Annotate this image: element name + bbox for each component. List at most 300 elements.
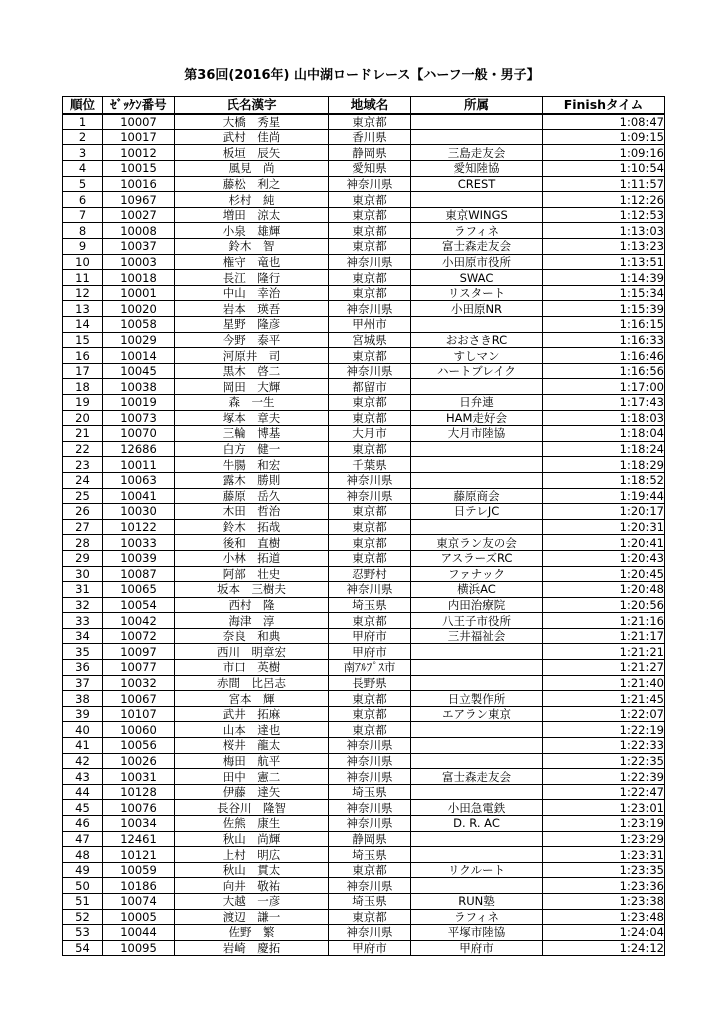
- cell-time: 1:14:39: [543, 270, 665, 286]
- results-table: [62, 96, 665, 956]
- cell-area: 埼玉県: [329, 784, 411, 800]
- cell-name: 藤原 岳久: [175, 488, 329, 504]
- cell-rank: 47: [63, 831, 103, 847]
- table-row: [63, 145, 665, 161]
- cell-name: 権守 竜也: [175, 254, 329, 270]
- cell-club: [411, 753, 543, 769]
- cell-bib: 10063: [103, 472, 175, 488]
- table-row: [63, 207, 665, 223]
- cell-club: すしマン: [411, 348, 543, 364]
- cell-time: 1:20:41: [543, 535, 665, 551]
- table-row: [63, 628, 665, 644]
- cell-rank: 6: [63, 192, 103, 208]
- cell-name: 赤間 比呂志: [175, 675, 329, 691]
- cell-area: 東京都: [329, 691, 411, 707]
- cell-area: 愛知県: [329, 161, 411, 177]
- cell-bib: 10056: [103, 738, 175, 754]
- cell-area: 東京都: [329, 239, 411, 255]
- table-row: [63, 129, 665, 145]
- cell-club: [411, 784, 543, 800]
- cell-club: アスラーズRC: [411, 550, 543, 566]
- cell-bib: 10015: [103, 161, 175, 177]
- cell-club: [411, 441, 543, 457]
- cell-name: 黒木 啓二: [175, 363, 329, 379]
- cell-club: 三井福祉会: [411, 628, 543, 644]
- table-row: [63, 909, 665, 925]
- cell-time: 1:16:46: [543, 348, 665, 364]
- cell-rank: 31: [63, 582, 103, 598]
- cell-rank: 7: [63, 207, 103, 223]
- cell-rank: 25: [63, 488, 103, 504]
- cell-area: 甲府市: [329, 644, 411, 660]
- cell-name: 向井 敬祐: [175, 878, 329, 894]
- cell-name: 長谷川 隆智: [175, 800, 329, 816]
- table-row: [63, 332, 665, 348]
- cell-time: 1:20:48: [543, 582, 665, 598]
- cell-name: 渡辺 謙一: [175, 909, 329, 925]
- cell-time: 1:21:45: [543, 691, 665, 707]
- cell-name: 武村 佳尚: [175, 129, 329, 145]
- cell-name: 大越 一彦: [175, 893, 329, 909]
- cell-club: [411, 472, 543, 488]
- cell-bib: 10005: [103, 909, 175, 925]
- cell-area: 東京都: [329, 862, 411, 878]
- cell-rank: 10: [63, 254, 103, 270]
- cell-rank: 46: [63, 816, 103, 832]
- header-time: Finishタイム: [543, 97, 665, 114]
- cell-bib: 10186: [103, 878, 175, 894]
- cell-club: エアラン東京: [411, 706, 543, 722]
- cell-time: 1:21:17: [543, 628, 665, 644]
- cell-bib: 10076: [103, 800, 175, 816]
- table-row: [63, 317, 665, 333]
- cell-time: 1:23:36: [543, 878, 665, 894]
- cell-area: 神奈川県: [329, 738, 411, 754]
- cell-name: 今野 泰平: [175, 332, 329, 348]
- cell-club: 富士森走友会: [411, 239, 543, 255]
- cell-rank: 22: [63, 441, 103, 457]
- cell-name: 三輪 博基: [175, 426, 329, 442]
- cell-time: 1:23:01: [543, 800, 665, 816]
- cell-rank: 27: [63, 519, 103, 535]
- cell-name: 桜井 龍太: [175, 738, 329, 754]
- cell-club: ハートブレイク: [411, 363, 543, 379]
- cell-rank: 54: [63, 940, 103, 956]
- cell-bib: 10019: [103, 394, 175, 410]
- cell-club: [411, 831, 543, 847]
- cell-club: 甲府市: [411, 940, 543, 956]
- table-row: [63, 394, 665, 410]
- table-row: [63, 784, 665, 800]
- cell-name: 風見 尚: [175, 161, 329, 177]
- cell-rank: 37: [63, 675, 103, 691]
- cell-time: 1:16:56: [543, 363, 665, 379]
- table-row: [63, 519, 665, 535]
- cell-rank: 20: [63, 410, 103, 426]
- cell-area: 神奈川県: [329, 769, 411, 785]
- cell-time: 1:08:47: [543, 114, 665, 130]
- cell-club: [411, 317, 543, 333]
- cell-name: 岩本 瑛吾: [175, 301, 329, 317]
- cell-club: 八王子市役所: [411, 613, 543, 629]
- cell-rank: 34: [63, 628, 103, 644]
- table-row: [63, 925, 665, 941]
- cell-name: 長江 隆行: [175, 270, 329, 286]
- table-row: [63, 582, 665, 598]
- cell-rank: 17: [63, 363, 103, 379]
- cell-name: 上村 明広: [175, 847, 329, 863]
- cell-club: ラフィネ: [411, 909, 543, 925]
- cell-club: 富士森走友会: [411, 769, 543, 785]
- cell-name: 秋山 尚輝: [175, 831, 329, 847]
- cell-time: 1:21:40: [543, 675, 665, 691]
- table-row: [63, 597, 665, 613]
- cell-club: 平塚市陸協: [411, 925, 543, 941]
- cell-area: 神奈川県: [329, 753, 411, 769]
- cell-bib: 10074: [103, 893, 175, 909]
- cell-name: 田中 憲二: [175, 769, 329, 785]
- table-row: [63, 301, 665, 317]
- cell-rank: 28: [63, 535, 103, 551]
- cell-rank: 33: [63, 613, 103, 629]
- cell-bib: 10059: [103, 862, 175, 878]
- cell-area: 千葉県: [329, 457, 411, 473]
- cell-club: [411, 878, 543, 894]
- cell-area: 宮城県: [329, 332, 411, 348]
- cell-bib: 10037: [103, 239, 175, 255]
- cell-time: 1:20:45: [543, 566, 665, 582]
- cell-area: 香川県: [329, 129, 411, 145]
- cell-rank: 26: [63, 504, 103, 520]
- cell-bib: 10077: [103, 660, 175, 676]
- cell-club: [411, 644, 543, 660]
- cell-club: [411, 379, 543, 395]
- cell-bib: 10033: [103, 535, 175, 551]
- cell-area: 東京都: [329, 270, 411, 286]
- cell-club: 大月市陸協: [411, 426, 543, 442]
- cell-area: 神奈川県: [329, 925, 411, 941]
- cell-bib: 10042: [103, 613, 175, 629]
- page-title: 第36回(2016年) 山中湖ロードレース【ハーフ一般・男子】: [184, 68, 540, 83]
- cell-time: 1:21:16: [543, 613, 665, 629]
- cell-name: 宮本 輝: [175, 691, 329, 707]
- cell-name: 市口 英樹: [175, 660, 329, 676]
- cell-area: 東京都: [329, 348, 411, 364]
- cell-bib: 10058: [103, 317, 175, 333]
- table-row: [63, 800, 665, 816]
- cell-time: 1:12:53: [543, 207, 665, 223]
- cell-time: 1:18:03: [543, 410, 665, 426]
- cell-area: 東京都: [329, 722, 411, 738]
- header-name: 氏名漢字: [175, 97, 329, 114]
- cell-name: 白方 健一: [175, 441, 329, 457]
- cell-time: 1:09:16: [543, 145, 665, 161]
- cell-time: 1:22:35: [543, 753, 665, 769]
- table-row: [63, 675, 665, 691]
- cell-area: 埼玉県: [329, 847, 411, 863]
- cell-area: 東京都: [329, 192, 411, 208]
- cell-rank: 41: [63, 738, 103, 754]
- cell-club: [411, 675, 543, 691]
- cell-bib: 10018: [103, 270, 175, 286]
- cell-area: 埼玉県: [329, 597, 411, 613]
- table-row: [63, 472, 665, 488]
- cell-time: 1:23:29: [543, 831, 665, 847]
- cell-time: 1:20:43: [543, 550, 665, 566]
- cell-name: 岩崎 慶拓: [175, 940, 329, 956]
- cell-club: RUN塾: [411, 893, 543, 909]
- cell-rank: 19: [63, 394, 103, 410]
- cell-rank: 30: [63, 566, 103, 582]
- cell-area: 大月市: [329, 426, 411, 442]
- cell-rank: 40: [63, 722, 103, 738]
- cell-name: 塚本 章夫: [175, 410, 329, 426]
- cell-name: 阿部 壮史: [175, 566, 329, 582]
- cell-name: 牛腸 和宏: [175, 457, 329, 473]
- cell-time: 1:21:27: [543, 660, 665, 676]
- cell-area: 神奈川県: [329, 800, 411, 816]
- cell-area: 甲府市: [329, 628, 411, 644]
- cell-name: 伊藤 達矢: [175, 784, 329, 800]
- cell-time: 1:10:54: [543, 161, 665, 177]
- cell-rank: 15: [63, 332, 103, 348]
- table-row: [63, 176, 665, 192]
- cell-area: 東京都: [329, 550, 411, 566]
- cell-bib: 10097: [103, 644, 175, 660]
- header-club: 所属: [411, 97, 543, 114]
- table-row: [63, 831, 665, 847]
- cell-bib: 10067: [103, 691, 175, 707]
- cell-club: [411, 519, 543, 535]
- cell-bib: 10039: [103, 550, 175, 566]
- cell-bib: 10041: [103, 488, 175, 504]
- cell-bib: 10020: [103, 301, 175, 317]
- cell-time: 1:13:03: [543, 223, 665, 239]
- cell-rank: 52: [63, 909, 103, 925]
- cell-bib: 10027: [103, 207, 175, 223]
- cell-bib: 10012: [103, 145, 175, 161]
- cell-bib: 10008: [103, 223, 175, 239]
- cell-area: 東京都: [329, 613, 411, 629]
- cell-time: 1:17:43: [543, 394, 665, 410]
- table-row: [63, 285, 665, 301]
- cell-name: 鈴木 拓哉: [175, 519, 329, 535]
- cell-area: 東京都: [329, 410, 411, 426]
- cell-time: 1:18:29: [543, 457, 665, 473]
- cell-club: 横浜AC: [411, 582, 543, 598]
- cell-name: 武井 拓麻: [175, 706, 329, 722]
- cell-name: 森 一生: [175, 394, 329, 410]
- table-row: [63, 239, 665, 255]
- cell-time: 1:21:21: [543, 644, 665, 660]
- cell-rank: 14: [63, 317, 103, 333]
- cell-club: 東京WINGS: [411, 207, 543, 223]
- cell-name: 星野 隆彦: [175, 317, 329, 333]
- cell-name: 藤松 利之: [175, 176, 329, 192]
- cell-club: D. R. AC: [411, 816, 543, 832]
- cell-bib: 10003: [103, 254, 175, 270]
- cell-rank: 53: [63, 925, 103, 941]
- cell-bib: 10030: [103, 504, 175, 520]
- cell-club: ラフィネ: [411, 223, 543, 239]
- results-body: [63, 114, 665, 956]
- cell-rank: 12: [63, 285, 103, 301]
- cell-name: 秋山 貫太: [175, 862, 329, 878]
- cell-name: 坂本 三樹夫: [175, 582, 329, 598]
- cell-rank: 4: [63, 161, 103, 177]
- header-area: 地域名: [329, 97, 411, 114]
- cell-time: 1:22:07: [543, 706, 665, 722]
- cell-bib: 12461: [103, 831, 175, 847]
- cell-area: 東京都: [329, 535, 411, 551]
- table-row: [63, 161, 665, 177]
- cell-area: 東京都: [329, 285, 411, 301]
- cell-area: 神奈川県: [329, 363, 411, 379]
- cell-area: 神奈川県: [329, 301, 411, 317]
- cell-name: 小林 拓道: [175, 550, 329, 566]
- cell-club: リクルート: [411, 862, 543, 878]
- cell-area: 神奈川県: [329, 472, 411, 488]
- cell-time: 1:11:57: [543, 176, 665, 192]
- cell-name: 板垣 辰矢: [175, 145, 329, 161]
- table-row: [63, 223, 665, 239]
- cell-time: 1:22:33: [543, 738, 665, 754]
- cell-rank: 1: [63, 114, 103, 130]
- cell-bib: 10044: [103, 925, 175, 941]
- cell-club: [411, 722, 543, 738]
- cell-bib: 10065: [103, 582, 175, 598]
- cell-club: 日立製作所: [411, 691, 543, 707]
- cell-club: CREST: [411, 176, 543, 192]
- cell-time: 1:18:52: [543, 472, 665, 488]
- table-row: [63, 691, 665, 707]
- cell-time: 1:23:48: [543, 909, 665, 925]
- cell-time: 1:24:04: [543, 925, 665, 941]
- cell-name: 佐熊 康生: [175, 816, 329, 832]
- table-row: [63, 410, 665, 426]
- cell-rank: 3: [63, 145, 103, 161]
- cell-bib: 10001: [103, 285, 175, 301]
- cell-bib: 10107: [103, 706, 175, 722]
- cell-club: 三島走友会: [411, 145, 543, 161]
- cell-area: 都留市: [329, 379, 411, 395]
- table-row: [63, 379, 665, 395]
- cell-area: 東京都: [329, 909, 411, 925]
- cell-time: 1:13:23: [543, 239, 665, 255]
- cell-time: 1:22:47: [543, 784, 665, 800]
- cell-bib: 10095: [103, 940, 175, 956]
- header-row: [63, 97, 665, 114]
- table-row: [63, 738, 665, 754]
- cell-bib: 10031: [103, 769, 175, 785]
- header-rank: 順位: [63, 97, 103, 114]
- cell-bib: 10014: [103, 348, 175, 364]
- cell-area: 静岡県: [329, 145, 411, 161]
- table-row: [63, 426, 665, 442]
- cell-area: 埼玉県: [329, 893, 411, 909]
- cell-area: 東京都: [329, 519, 411, 535]
- cell-club: [411, 847, 543, 863]
- cell-time: 1:15:39: [543, 301, 665, 317]
- cell-bib: 10038: [103, 379, 175, 395]
- cell-rank: 23: [63, 457, 103, 473]
- table-row: [63, 753, 665, 769]
- cell-name: 中山 幸治: [175, 285, 329, 301]
- cell-bib: 10060: [103, 722, 175, 738]
- cell-bib: 10054: [103, 597, 175, 613]
- cell-bib: 10017: [103, 129, 175, 145]
- table-row: [63, 893, 665, 909]
- cell-bib: 10032: [103, 675, 175, 691]
- cell-club: リスタート: [411, 285, 543, 301]
- cell-name: 海津 淳: [175, 613, 329, 629]
- cell-bib: 10011: [103, 457, 175, 473]
- cell-club: 愛知陸協: [411, 161, 543, 177]
- cell-name: 山本 達也: [175, 722, 329, 738]
- cell-rank: 18: [63, 379, 103, 395]
- cell-bib: 10016: [103, 176, 175, 192]
- cell-time: 1:23:31: [543, 847, 665, 863]
- cell-club: [411, 129, 543, 145]
- cell-area: 神奈川県: [329, 488, 411, 504]
- table-row: [63, 816, 665, 832]
- cell-time: 1:24:12: [543, 940, 665, 956]
- cell-rank: 36: [63, 660, 103, 676]
- cell-club: 東京ラン友の会: [411, 535, 543, 551]
- cell-name: 佐野 繁: [175, 925, 329, 941]
- cell-name: 奈良 和典: [175, 628, 329, 644]
- cell-club: ファナック: [411, 566, 543, 582]
- cell-time: 1:13:51: [543, 254, 665, 270]
- cell-rank: 11: [63, 270, 103, 286]
- cell-bib: 10034: [103, 816, 175, 832]
- cell-time: 1:18:04: [543, 426, 665, 442]
- cell-name: 小泉 雄輝: [175, 223, 329, 239]
- cell-time: 1:23:35: [543, 862, 665, 878]
- table-row: [63, 535, 665, 551]
- cell-name: 河原井 司: [175, 348, 329, 364]
- cell-club: [411, 738, 543, 754]
- cell-area: 神奈川県: [329, 582, 411, 598]
- table-row: [63, 488, 665, 504]
- table-row: [63, 722, 665, 738]
- cell-rank: 2: [63, 129, 103, 145]
- cell-club: おおさきRC: [411, 332, 543, 348]
- cell-bib: 10087: [103, 566, 175, 582]
- cell-club: 小田急電鉄: [411, 800, 543, 816]
- cell-time: 1:23:19: [543, 816, 665, 832]
- cell-time: 1:19:44: [543, 488, 665, 504]
- cell-name: 西川 明章宏: [175, 644, 329, 660]
- table-row: [63, 457, 665, 473]
- cell-time: 1:09:15: [543, 129, 665, 145]
- cell-bib: 10122: [103, 519, 175, 535]
- table-row: [63, 441, 665, 457]
- cell-area: 東京都: [329, 504, 411, 520]
- cell-club: 小田原NR: [411, 301, 543, 317]
- cell-time: 1:17:00: [543, 379, 665, 395]
- cell-rank: 21: [63, 426, 103, 442]
- cell-name: 梅田 航平: [175, 753, 329, 769]
- cell-bib: 10128: [103, 784, 175, 800]
- cell-club: [411, 192, 543, 208]
- cell-rank: 8: [63, 223, 103, 239]
- cell-area: 神奈川県: [329, 254, 411, 270]
- cell-club: [411, 457, 543, 473]
- table-row: [63, 847, 665, 863]
- cell-rank: 29: [63, 550, 103, 566]
- cell-time: 1:18:24: [543, 441, 665, 457]
